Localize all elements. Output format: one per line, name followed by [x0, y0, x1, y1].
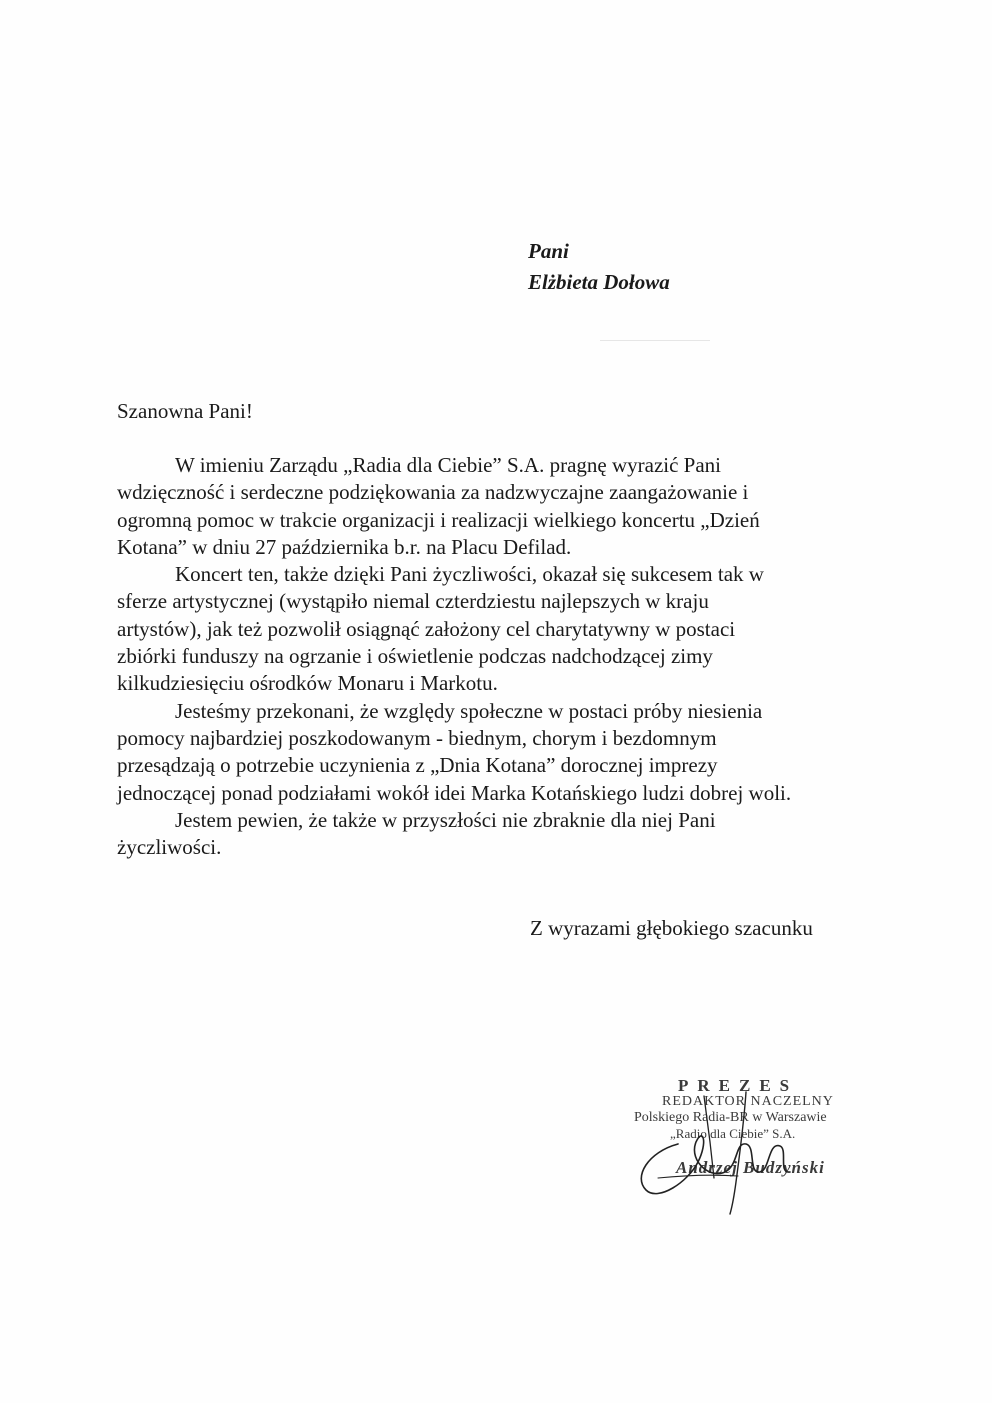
closing-line: Z wyrazami głębokiego szacunku: [530, 916, 813, 940]
body-line: życzliwości.: [117, 835, 222, 860]
body-line: Jesteśmy przekonani, że względy społeczne w postaci próby niesienia: [175, 698, 763, 723]
body-line: jednoczącej ponad podziałami wokół idei Marka Kotańskiego ludzi dobrej woli.: [117, 780, 792, 805]
body-line: artystów), jak też pozwolił osiągnąć założony cel charytatywny w postaci: [117, 616, 736, 641]
stamp-name: Andrzej Budzyński: [676, 1158, 825, 1177]
addressee-name: Elżbieta Dołowa: [528, 270, 670, 294]
body-line: kilkudziesięciu ośrodków Monaru i Markotu.: [117, 671, 498, 696]
stamp-org-line1: Polskiego Radia-BR w Warszawie: [634, 1110, 827, 1125]
body-line: pomocy najbardziej poszkodowanym - biednym, chorym i bezdomnym: [117, 725, 717, 750]
faint-divider: [600, 340, 710, 341]
stamp-role: REDAKTOR NACZELNY: [662, 1094, 834, 1109]
body-line: przesądzają o potrzebie uczynienia z „Dnia Kotana” dorocznej imprezy: [117, 753, 718, 778]
handwritten-signature: [618, 1082, 818, 1222]
addressee-title: Pani: [528, 239, 569, 263]
addressee-block: [528, 236, 670, 298]
body-line: wdzięczność i serdeczne podziękowania za nadzwyczajne zaangażowanie i: [117, 480, 749, 505]
letter-body: [117, 452, 877, 861]
body-line: W imieniu Zarządu „Radia dla Ciebie” S.A. pragnę wyrazić Pani: [175, 453, 721, 477]
body-line: sferze artystycznej (wystąpiło niemal czterdziestu najlepszych w kraju: [117, 589, 709, 614]
salutation: Szanowna Pani!: [117, 399, 253, 423]
body-line: Jestem pewien, że także w przyszłości nie zbraknie dla niej Pani: [175, 807, 716, 832]
stamp-org-line2: „Radio dla Ciebie” S.A.: [670, 1126, 796, 1141]
stamp-title: PREZES: [678, 1076, 799, 1095]
body-line: ogromną pomoc w trakcie organizacji i realizacji wielkiego koncertu „Dzień: [117, 507, 760, 532]
body-line: Koncert ten, także dzięki Pani życzliwości, okazał się sukcesem tak w: [175, 562, 764, 587]
body-line: zbiórki funduszy na ogrzanie i oświetlenie podczas nadchodzącej zimy: [117, 644, 713, 669]
body-line: Kotana” w dniu 27 października b.r. na Placu Defilad.: [117, 534, 572, 559]
